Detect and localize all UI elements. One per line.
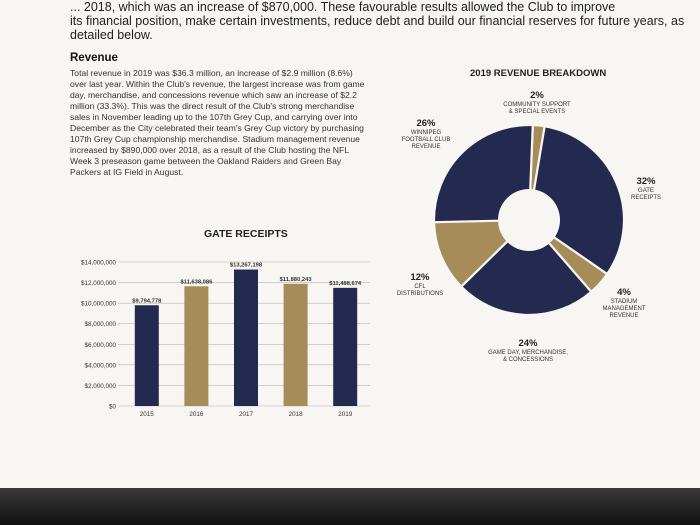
y-tick-label: $2,000,000	[84, 382, 116, 390]
revenue-body: Total revenue in 2019 was $36.3 million, an increase of $2.9 million (8.6%) over last year. Within the Club's revenue, the largest increase was from game day, merchandise, and concessions revenue which saw an increase of $2.2 million (33.3%). This was the direct result of the Club's strong merchandise sales in November leading up to the 107th Grey Cup, and carrying over into December as the City celebrated their team's Grey Cup victory by purchasing 107th Grey Cup championship merchandise. Stadium management revenue increased by $890,000 over 2018, as a result of the Club hosting the NFL Week 3 preseason game between the Oakland Raiders and Green Bay Packers at IG Field in August.	[70, 68, 365, 177]
revenue-breakdown-title: 2019 REVENUE BREAKDOWN	[470, 68, 607, 79]
pie-name-cfl-1: CFL	[414, 284, 426, 290]
y-tick-label: $14,000,000	[80, 259, 116, 267]
intro-line-2: its financial position, make certain investments, reduce debt and build our financial reserves for future years, as	[70, 14, 685, 28]
bar-2019	[333, 288, 357, 406]
pie-pct-gameday: 24%	[518, 338, 538, 349]
bar-2017	[234, 270, 258, 406]
y-tick-label: $8,000,000	[84, 321, 116, 329]
pie-name-wfc-1: WINNIPEG	[410, 130, 442, 136]
pie-name-gameday-2: & CONCESSIONS	[502, 357, 553, 363]
x-tick-label: 2015	[139, 411, 154, 418]
pie-name-stadium-2: MANAGEMENT	[602, 306, 646, 312]
pie-name-wfc-2: FOOTBALL CLUB	[401, 137, 451, 143]
intro-paragraph	[70, 0, 690, 42]
bar-2016	[184, 286, 208, 406]
pie-center-hole	[498, 189, 560, 251]
bar-value-label: $11,638,086	[180, 279, 213, 286]
desk-edge	[0, 488, 700, 525]
bar-value-label: $9,794,778	[132, 298, 162, 305]
pie-label-gate	[620, 176, 672, 202]
intro-line-1: ... 2018, which was an increase of $870,000. These favourable results allowed the Club to improve	[70, 0, 616, 14]
intro-line-3: detailed below.	[70, 28, 153, 42]
x-tick-label: 2019	[338, 411, 353, 418]
pie-pct-cfl: 12%	[410, 272, 430, 283]
bar-2015	[135, 305, 159, 406]
bar-2018	[284, 284, 308, 406]
pie-name-community-1: COMMUNITY SUPPORT	[503, 102, 571, 108]
pie-name-stadium-3: REVENUE	[609, 313, 639, 319]
pie-label-cfl	[386, 272, 454, 298]
pie-name-cfl-2: DISTRIBUTIONS	[396, 291, 444, 297]
pie-name-wfc-3: REVENUE	[411, 144, 441, 150]
pie-name-stadium-1: STADIUM	[610, 299, 638, 305]
pie-label-stadium	[596, 287, 652, 320]
y-tick-label: $10,000,000	[80, 300, 116, 308]
x-tick-label: 2016	[189, 411, 204, 418]
pie-pct-gate: 32%	[636, 176, 656, 187]
y-tick-label: $4,000,000	[84, 362, 116, 370]
gate-receipts-chart	[60, 248, 380, 428]
bar-value-label: $13,267,198	[229, 262, 263, 269]
x-tick-label: 2018	[288, 411, 303, 418]
pie-label-gameday	[470, 338, 586, 364]
pie-label-wfc	[390, 118, 462, 151]
pie-name-community-2: & SPECIAL EVENTS	[508, 109, 566, 115]
pie-pct-community: 2%	[530, 90, 544, 101]
pie-name-gate-2: RECEIPTS	[630, 195, 661, 201]
pie-label-community	[492, 90, 582, 116]
gate-receipts-title: GATE RECEIPTS	[204, 228, 288, 240]
pie-pct-stadium: 4%	[617, 287, 631, 298]
y-tick-label: $12,000,000	[80, 280, 116, 288]
y-tick-label: $0	[108, 403, 116, 411]
bar-value-label: $11,880,243	[279, 276, 312, 283]
y-tick-label: $6,000,000	[84, 341, 116, 349]
x-tick-label: 2017	[238, 411, 254, 418]
bar-value-label: $11,488,674	[329, 280, 362, 287]
revenue-heading: Revenue	[70, 52, 118, 64]
pie-name-gameday-1: GAME DAY, MERCHANDISE,	[488, 350, 568, 356]
pie-name-gate-1: GATE	[638, 188, 654, 194]
pie-pct-wfc: 26%	[416, 118, 436, 129]
